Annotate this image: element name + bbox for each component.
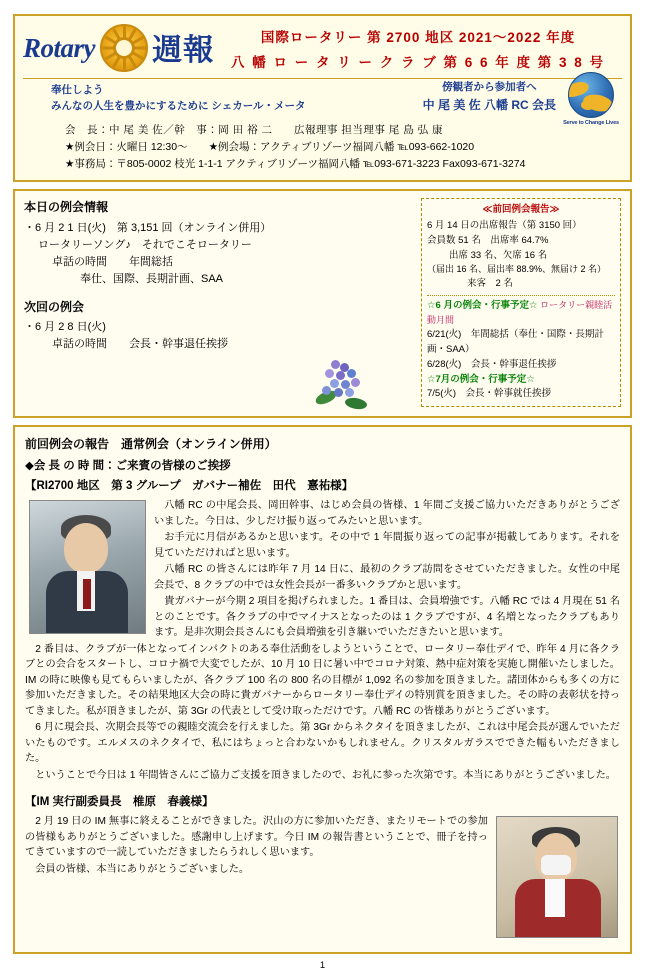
guest-line-1: 傍観者から参加者へ <box>442 81 537 93</box>
report-line-1: 6 月 14 日の出席報告（第 3150 回） <box>427 220 582 232</box>
guest-line-2: 中 尾 美 佐 八幡 RC 会長 <box>422 97 556 112</box>
club-officers-info <box>23 122 622 173</box>
officers-line-2: ★例会日：火曜日 12:30〜 ★例会場：アクティブリゾーツ福岡八幡 ℡093-662-1020 <box>65 140 475 153</box>
article-paragraph: 2 月 19 日の IM 無事に終えることができました。沢山の方に参加いただき、またリモートでの参加の皆様もありがとうございました。感謝申し上げます。今日 IM の報告書ということで、冊子を持ってきていますので一読していただきましたらうれしく思います。 <box>25 816 488 859</box>
today-line-3: 卓話の時間 年間総括 <box>52 255 173 268</box>
today-line-1: ・6 月 2 1 日(火) 第 3,151 回（オンライン併用） <box>24 221 272 234</box>
page-number: 1 <box>319 960 326 972</box>
weekly-wordmark: 週報 <box>152 33 215 68</box>
article-paragraph: 八幡 RC の皆さんには昨年 7 月 14 日に、最初のクラブ訪問をさせていただきました。女性の中尾会長で、8 クラブの中では女性会長が一番多いクラブかと思います。 <box>154 564 620 591</box>
next-line-1: ・6 月 2 8 日(火) <box>24 320 106 333</box>
article-paragraph: 貴ガバナーが今期 2 項目を掲げられました。1 番目は、会員増強です。八幡 RC では 4 月現在 51 名とのことです。各クラブの中でマイナスとなったのは 1 クラブですが、4 名増となったクラブもあります。是非次期会長さんにも会員増強を引き継いでいただきたいと思います。 <box>154 596 620 639</box>
rotary-wheel-icon <box>100 24 148 72</box>
report-line-3: 出席 33 名、欠席 16 名 <box>449 249 548 261</box>
globe-icon <box>568 72 614 118</box>
motto-line-2: みんなの人生を豊かにするために シェカール・メータ <box>51 99 306 112</box>
bulletin-header <box>13 14 632 182</box>
rotary-brand <box>23 22 214 72</box>
header-divider <box>23 78 622 79</box>
hydrangea-flower-icon <box>315 358 377 410</box>
july-schedule-item-1: 7/5(火) 会長・幹事就任挨拶 <box>427 388 552 400</box>
article-body-1 <box>25 498 620 784</box>
article-title: 前回例会の報告 通常例会（オンライン併用） <box>25 437 277 452</box>
article-paragraph: ということで今日は 1 年間皆さんにご協力ご支援を頂きましたので、お礼に参った次第です。本当にありがとうございました。 <box>35 769 616 781</box>
july-schedule-header: ☆7月の例会・行事予定☆ <box>427 373 535 385</box>
district-year-title: 国際ロータリー 第 2700 地区 2021〜2022 年度 <box>260 30 576 45</box>
article-body-2 <box>25 814 620 942</box>
report-line-5: 来客 2 名 <box>467 278 513 290</box>
article-subtitle-2: 【RI2700 地区 第 3 グループ ガバナー補佐 田代 憙祐様】 <box>25 480 354 493</box>
next-line-2: 卓話の時間 会長・幹事退任挨拶 <box>52 337 228 350</box>
club-issue-title: 八 幡 ロ ー タ リ ー ク ラ ブ 第 6 6 年 度 第 3 8 号 <box>230 55 606 70</box>
article-subtitle-1: ◆会 長 の 時 間：ご来賓の皆様のご挨拶 <box>25 460 231 473</box>
article-paragraph: 会員の皆様、本当にありがとうございました。 <box>35 863 250 875</box>
article-paragraph: 八幡 RC の中尾会長、岡田幹事、はじめ会員の皆様、1 年間ご支援ご協力いただきありがとうございました。今日は、少しだけ振り返ってみたいと思います。 <box>154 500 620 527</box>
report-line-2: 会員数 51 名 出席率 64.7% <box>427 234 549 246</box>
serve-to-change-lives-logo <box>560 72 622 126</box>
june-schedule-item-1: 6/21(火) 年間総括（奉仕・国際・長期計画・SAA） <box>427 329 604 356</box>
vice-chairman-photo <box>496 816 618 938</box>
today-line-4: 奉仕、国際、長期計画、SAA <box>80 272 224 285</box>
meeting-report-article <box>13 425 632 954</box>
officers-line-3: ★事務局：〒805-0002 枝光 1-1-1 アクティブリゾーツ福岡八幡 ℡093-671-3223 Fax093-671-3274 <box>65 157 526 170</box>
today-meeting-title: 本日の例会情報 <box>24 199 109 214</box>
report-line-4: （届出 16 名、届出率 88.9%、無届け 2 名） <box>427 264 607 275</box>
article-paragraph: 2 番目は、クラブが一体となってインパクトのある奉仕活動をしようということで、ロータリー奉仕デイで、昨年 4 月に各クラブとの会合をスタートし、コロナ禍で大変でしたが、10 月 10 日に暑い中でコロナ対策、熱中症対策を実施し開催いたしました。IM の時に映像も見てもらいましたが、各クラブ 100 名の 800 名の目標が 1,092 名の参加を頂きました。諸団体からも多くの方に参加いただきました。その結果地区大会の時に貴ガバナーからロータリー奉仕デイの特別賞を頂きました。その時の表彰状を持ってきました。私が頂きましたが、第 3Gr の代表として受け取っただけです。八幡 RC の皆様ありがとうございます。 <box>25 643 620 717</box>
report-title: ≪前回例会報告≫ <box>482 203 560 215</box>
june-schedule-header: ☆6 月の例会・行事予定☆ <box>427 300 538 312</box>
next-meeting-title: 次回の例会 <box>24 299 85 314</box>
motto-line-1: 奉仕しよう <box>51 84 104 96</box>
previous-meeting-report <box>421 198 621 408</box>
today-line-2: ロータリーソング♪ それでこそロータリー <box>38 238 252 251</box>
article-subtitle-3: 【IM 実行副委員長 椎原 春義様】 <box>25 796 214 809</box>
officers-line-mid: 広報理事 担当理事 尾 島 弘 康 <box>293 123 444 136</box>
june-schedule-item-2: 6/28(火) 会長・幹事退任挨拶 <box>427 358 557 370</box>
rotary-wordmark: Rotary <box>23 32 96 63</box>
article-paragraph: お手元に月信があるかと思います。その中で 1 年間振り返っての記事が掲載してあります。それを見ていただければと思います。 <box>154 532 620 559</box>
article-paragraph: 6 月に現会長、次期会長等での親睦交流会を行えました。第 3Gr からネクタイを頂きましたが、これは中尾会長が選んでいただいたものです。エルメスのネクタイで、私にはちょっと合わないかもしれません。クリスタルガラスでできた幅もいただきました。 <box>25 722 620 765</box>
meeting-info-box <box>13 189 632 419</box>
today-meeting-info <box>24 198 421 408</box>
june-schedule-badge: ロータリー親睦活動月間 <box>427 300 613 325</box>
officers-line-1: 会 長：中 尾 美 佐／幹 事：岡 田 裕 二 <box>65 123 273 136</box>
governor-assistant-photo <box>29 500 146 634</box>
president-greeting-block <box>423 80 556 114</box>
logo-caption: Serve to Change Lives <box>563 120 619 126</box>
